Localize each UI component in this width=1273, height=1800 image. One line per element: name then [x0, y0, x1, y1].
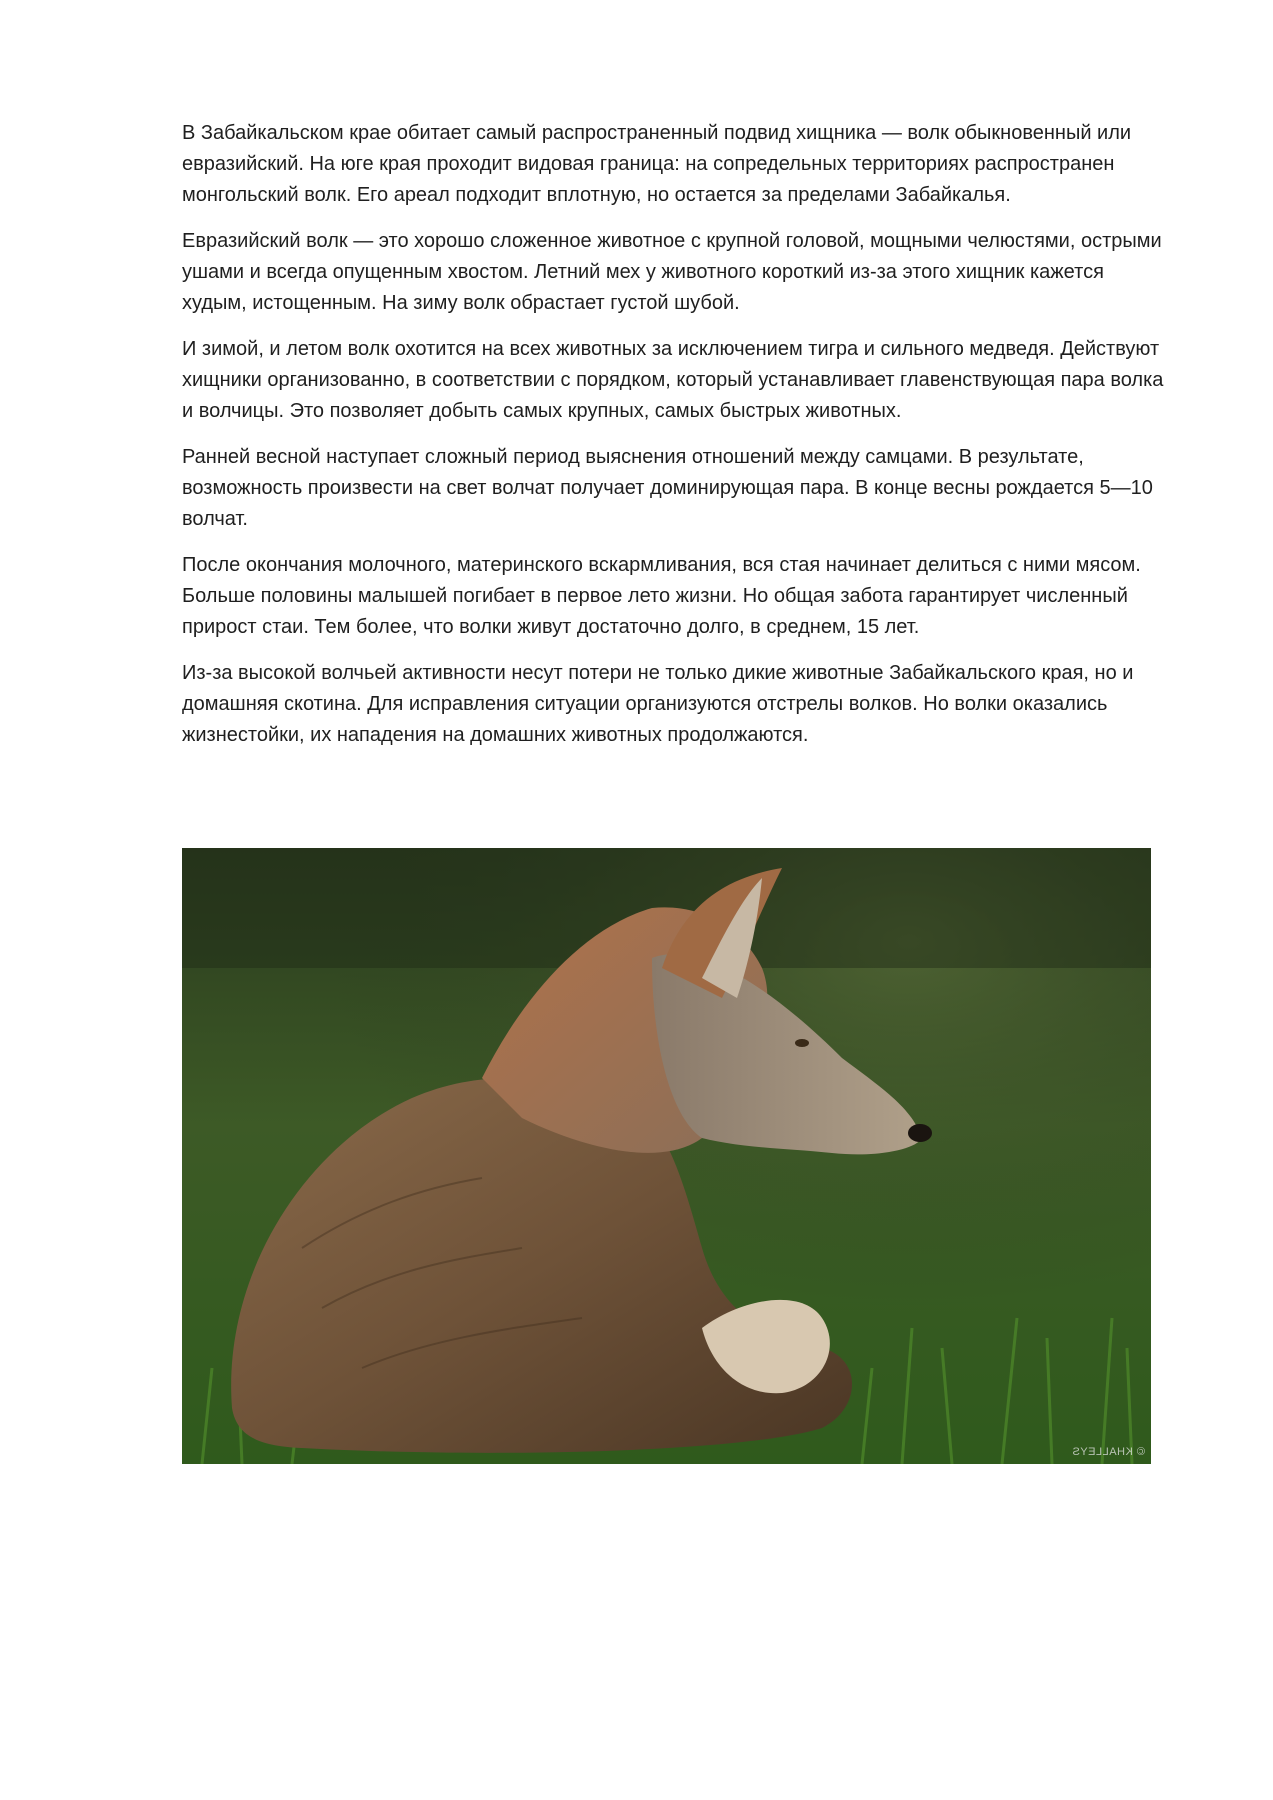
document-body [182, 118, 1174, 766]
paragraph-1: В Забайкальском крае обитает самый распространенный подвид хищника — волк обыкновенный или евразийский. На юге края проходит видовая граница: на сопредельных территориях распространен монгольский волк. Его ареал подходит вплотную, но остается за пределами Забайкалья. [182, 122, 1132, 206]
paragraph-4: Ранней весной наступает сложный период выяснения отношений между самцами. В результате, возможность произвести на свет волчат получает доминирующая пара. В конце весны рождается 5—10 волчат. [182, 446, 1153, 530]
wolf-photo [182, 848, 1151, 1464]
photo-watermark: © KHALLEYS [1071, 1446, 1145, 1458]
paragraph-5: После окончания молочного, материнского вскармливания, вся стая начинает делиться с ними мясом. Больше половины малышей погибает в первое лето жизни. Но общая забота гарантирует численный прирост стаи. Тем более, что волки живут достаточно долго, в среднем, 15 лет. [182, 554, 1141, 638]
paragraph-2: Евразийский волк — это хорошо сложенное животное с крупной головой, мощными челюстями, острыми ушами и всегда опущенным хвостом. Летний мех у животного короткий из-за этого хищник кажется худым, истощенным. На зиму волк обрастает густой шубой. [182, 230, 1162, 314]
paragraph-6: Из-за высокой волчьей активности несут потери не только дикие животные Забайкальского края, но и домашняя скотина. Для исправления ситуации организуются отстрелы волков. Но волки оказались жизнестойки, их нападения на домашних животных продолжаются. [182, 662, 1134, 746]
wolf-illustration [182, 848, 1151, 1464]
paragraph-3: И зимой, и летом волк охотится на всех животных за исключением тигра и сильного медведя. Действуют хищники организованно, в соответствии с порядком, который устанавливает главенствующая пара волка и волчицы. Это позволяет добыть самых крупных, самых быстрых животных. [182, 338, 1164, 422]
